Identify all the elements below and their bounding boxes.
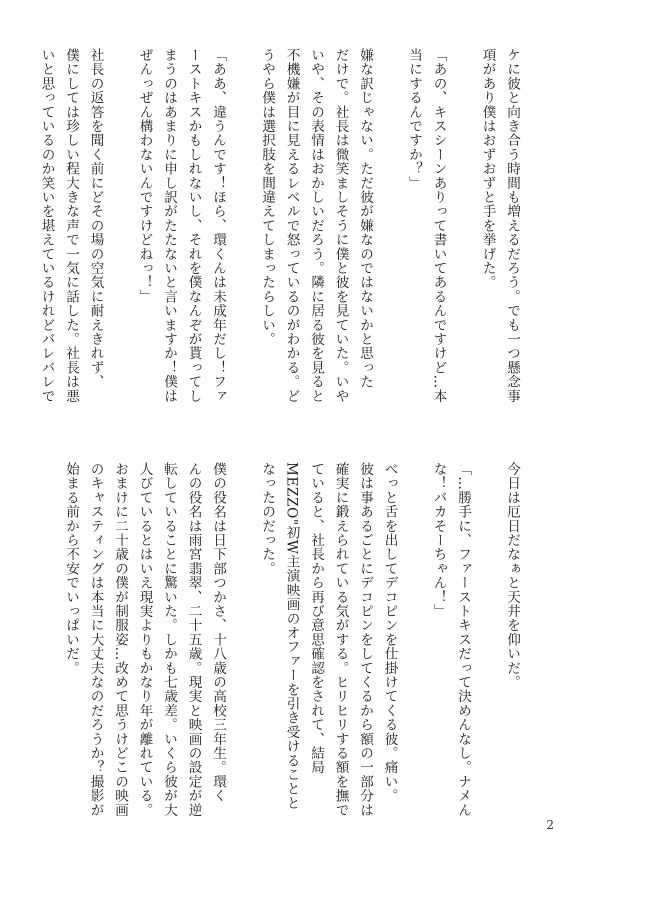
upper-line: だけで。社長は微笑ましそうに僕と彼を見ていた。いや: [332, 48, 349, 403]
upper-line: 社長の返答を聞く前にどその場の空気に耐えきれず、: [87, 48, 104, 389]
lower-line: 僕の役名は日下部つかさ、十八歳の高校三年生。環く: [210, 462, 226, 803]
upper-line: 「ああ、違うんです！ほら、環くんは未成年だし！ファ: [210, 48, 226, 403]
lower-line: ていると、社長から再び意思確認をされて、結局: [308, 462, 324, 775]
upper-line: ぜんっぜん構わないんですけどねっ！」: [136, 48, 153, 304]
upper-line: 僕にしては珍しい程大きな声で一気に話した。社長は悪: [63, 48, 79, 403]
upper-text-block: [38, 48, 524, 440]
upper-line: ーストキスかもしれないし、それを僕なんぞが貰ってし: [185, 48, 202, 403]
upper-line: 当にするんですか？」: [406, 48, 422, 190]
lower-line: 彼は事あるごとにデコピンをしてくるから額の一部分は: [357, 462, 373, 817]
upper-line: いや、その表情はおかしいだろう。隣に居る彼を見ると: [308, 48, 324, 403]
lower-line: んの役名は雨宮翡翠、二十五歳。現実と映画の設定が逆: [185, 462, 202, 817]
upper-line: 不機嫌が目に見えるレベルで怒っているのがわかる。ど: [283, 48, 300, 403]
upper-line: 「あの、キスシーンありって書いてあるんですけど…本: [430, 48, 447, 403]
lower-line: おまけに二十歳の僕が制服姿…改めて思うけどこの映画: [112, 462, 128, 817]
upper-line: うやら僕は選択肢を間違えてしまったらしい。: [259, 48, 275, 347]
lower-line: 「…勝手に、ファーストキスだって決めんなし。ナメん: [455, 462, 471, 817]
lower-line: 今日は厄日だなぁと天井を仰いだ。: [504, 462, 520, 690]
upper-line: ケに彼と向き合う時間も増えるだろう。でも一つ懸念事: [504, 48, 520, 403]
lower-line: 転していることに驚いた。しかも七歳差。いくら彼が大: [161, 462, 177, 817]
lower-line: なったのだった。: [259, 462, 275, 576]
lower-line: MEZZO"初W主演映画のオファーを引き受けることと: [283, 462, 300, 811]
lower-line: べっと舌を出してデコピンを仕掛けてくる彼。痛い。: [381, 462, 398, 803]
lower-line: 始まる前から不安でいっぱいだ。: [63, 462, 79, 675]
upper-line: 嫌な訳じゃない。ただ彼が嫌なのではないかと思った: [357, 48, 373, 389]
lower-line: 人びているとはいえ現実よりもかなり年が離れている。: [136, 462, 153, 817]
lower-line: 確実に鍛えられている気がする。ヒリヒリする額を撫で: [332, 462, 349, 817]
lower-line: のキャスティングは本当に大丈夫なのだろうか？撮影が: [87, 462, 104, 817]
lower-line: な！バカそーちゃん！」: [430, 462, 447, 619]
page-number: 2: [546, 818, 554, 832]
upper-line: まうのはあまりに申し訳がたたないと言いますか！僕は: [161, 48, 177, 403]
upper-line: いと思っているのか笑いを堪えているけれどバレバレで: [38, 48, 55, 403]
upper-line: 項があり僕はおずおずと手を挙げた。: [479, 48, 496, 290]
lower-text-block: [63, 462, 524, 854]
